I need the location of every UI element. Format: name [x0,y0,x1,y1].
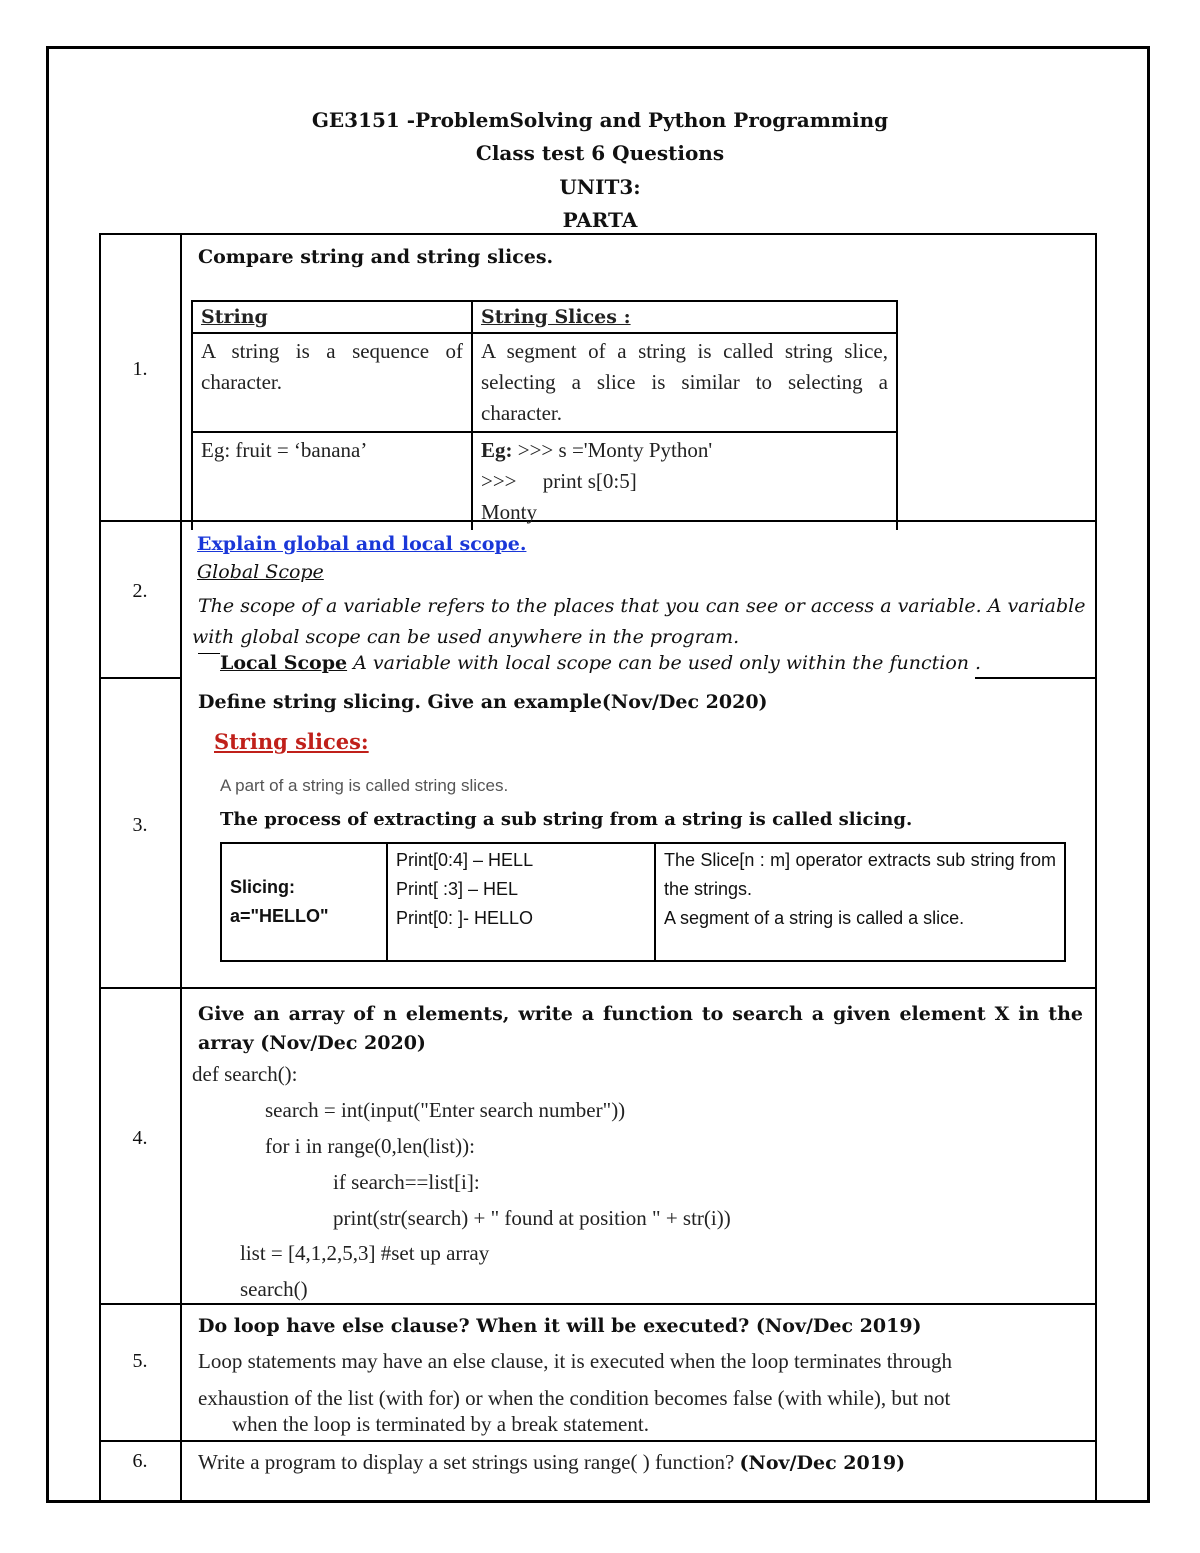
answer-line: exhaustion of the list (with for) or when the condition becomes false (with while), but not [198,1386,951,1410]
code-line: print(str(search) + " found at position " + str(i)) [333,1206,731,1230]
question-number: 3. [132,814,148,836]
code-line: for i in range(0,len(list)): [265,1134,475,1158]
document-subtitle: Class test 6 Questions [475,141,725,165]
string-comparison-table [191,300,898,530]
table-cell: A string is a sequence of character. [192,333,472,432]
question-text: Do loop have else clause? When it will be executed? (Nov/Dec 2019) [198,1315,922,1337]
row-divider [99,1440,1097,1442]
question-number: 1. [132,358,148,380]
question-number: 2. [132,580,148,602]
table-cell: Eg: >>> s ='Monty Python' >>> print s[0:5] Monty [472,432,897,530]
answer-line: Loop statements may have an else clause, it is executed when the loop terminates through [198,1349,953,1373]
table-cell: Print[0:4] – HELL Print[ :3] – HEL Print[0: ]- HELLO [387,843,655,961]
row-divider [99,1303,1097,1305]
code-line: search = int(input("Enter search number")) [265,1098,626,1122]
part-label: PARTA [562,208,638,232]
document-title: GE3151 -ProblemSolving and Python Programming [311,108,889,132]
slice-definition: A part of a string is called string slices. [220,776,509,795]
question-text: Compare string and string slices. [198,246,554,268]
question-number: 5. [132,1350,148,1372]
number-column-divider [180,233,182,1502]
code-line: if search==list[i]: [333,1170,480,1194]
code-line: search() [240,1277,308,1301]
question-number: 6. [132,1450,148,1472]
question-text: Write a program to display a set strings using range( ) function? (Nov/Dec 2019) [198,1450,906,1474]
question-text: Define string slicing. Give an example(Nov/Dec 2020) [198,691,768,713]
local-scope-heading: Local Scope [220,652,348,674]
code-line: list = [4,1,2,5,3] #set up array [240,1241,490,1265]
table-header-cell: String Slices : [472,301,897,333]
row-divider [99,987,1097,989]
local-scope-text: A variable with local scope can be used only within the function . [347,652,982,674]
answer-line: when the loop is terminated by a break statement. [232,1412,649,1436]
table-header-cell: String [192,301,472,333]
row-divider [975,677,1097,679]
global-scope-heading: Global Scope [197,561,324,583]
unit-label: UNIT3: [559,175,641,199]
table-cell: The Slice[n : m] operator extracts sub string from the strings. A segment of a string is called a slice. [655,843,1065,961]
string-slices-heading: String slices: [214,729,369,754]
table-cell: Slicing: a="HELLO" [221,843,387,961]
global-scope-text: The scope of a variable refers to the places that you can see or access a variable. A variable with global scope can be used anywhere in the program. [192,595,1086,648]
slicing-definition: The process of extracting a sub string from a string is called slicing. [220,809,913,830]
table-cell: Eg: fruit = ‘banana’ [192,432,472,530]
question-number: 4. [132,1127,148,1149]
slicing-example-table [220,842,1066,962]
row-divider [99,677,181,679]
table-cell: A segment of a string is called string slice, selecting a slice is similar to selecting a character. [472,333,897,432]
question-link[interactable]: Explain global and local scope. [197,533,527,555]
question-text: Give an array of n elements, write a function to search a given element X in the array (Nov/Dec 2020) [198,1003,1083,1054]
local-scope-line [220,652,981,674]
underline-rule [198,652,220,654]
code-line: def search(): [192,1062,298,1086]
